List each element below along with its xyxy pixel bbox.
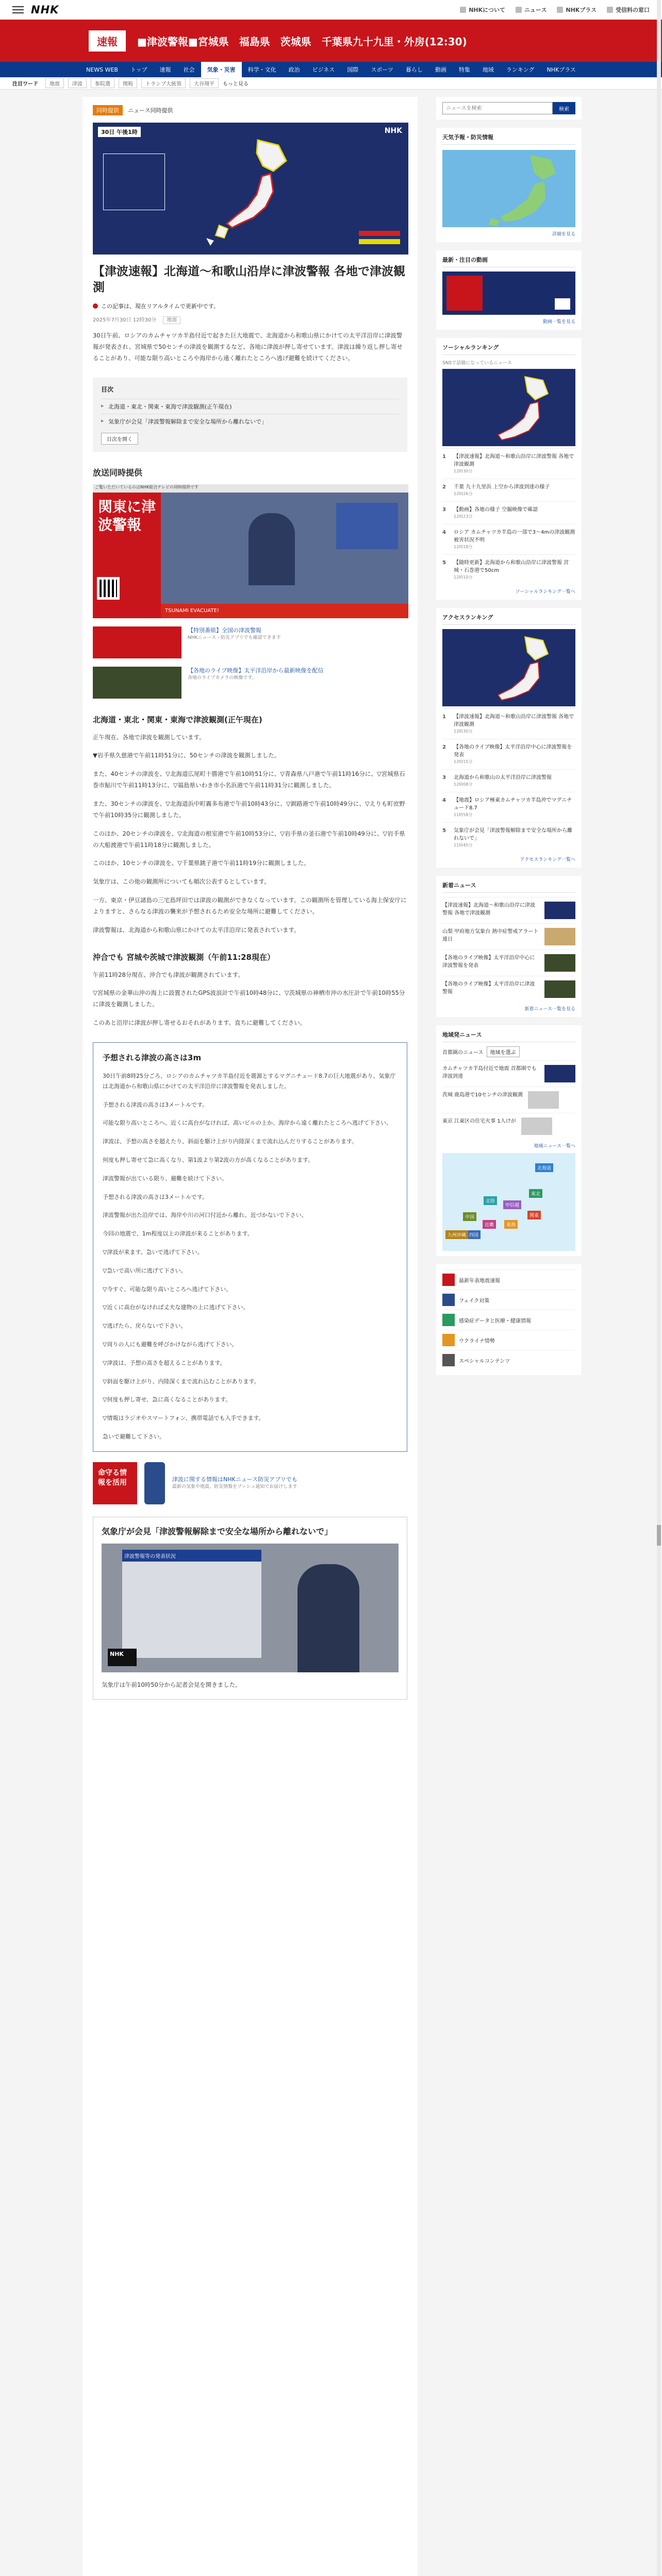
live-update-notice: この記事は、現在リアルタイムで更新中です。: [93, 302, 407, 310]
map-legend: [359, 231, 400, 244]
related-link[interactable]: 【特別番組】全国の津波警報 NHKニュース・防災アプリでも確認できます: [93, 626, 407, 658]
region-hokkaido[interactable]: 北海道: [535, 1163, 553, 1172]
sidebar: [436, 97, 582, 1383]
special-link[interactable]: フェイク対策: [442, 1290, 575, 1310]
toc-title: 目次: [101, 385, 114, 393]
region-koshinetsu[interactable]: 甲信越: [503, 1200, 521, 1209]
region-kinki[interactable]: 近畿: [483, 1220, 496, 1229]
access-item[interactable]: 5 気象庁が会見「津波警報解除まで安全な場所から離れないで」 11時45分: [442, 822, 575, 853]
nav-item[interactable]: 科学・文化: [247, 66, 276, 73]
breaking-alert-bar: [0, 20, 662, 62]
top-link-about[interactable]: NHKについて: [460, 6, 505, 14]
ranking-item[interactable]: 2 千葉 九十九里浜 上空から津波到達の様子 12時26分: [442, 479, 575, 501]
box-paragraph: 予想される津波の高さは3メートルです。: [103, 1193, 208, 1200]
access-title: アクセスランキング: [442, 613, 575, 625]
nav-item[interactable]: 政治: [288, 66, 300, 73]
news-thumb: [544, 980, 575, 998]
body-paragraph: 気象庁は、この他の観測所についても順次公表するとしています。: [93, 878, 270, 886]
access-item[interactable]: 1 【津波速報】北海道～和歌山沿岸に津波警報 各地で津波観測 12時30分: [442, 708, 575, 739]
nhk-logo[interactable]: NHK: [31, 4, 59, 16]
main-nav: [0, 62, 662, 77]
box-paragraph: 可能な限り高いところへ、近くに高台がなければ、高いビルの上か、海岸から遠く離れたところへ逃げて下さい。: [103, 1120, 392, 1127]
top-link-news[interactable]: ニュース: [516, 6, 547, 14]
special-link[interactable]: スペシャルコンテンツ: [442, 1350, 575, 1370]
special-link[interactable]: 最新年表地震速報: [442, 1269, 575, 1290]
special-link-icon: [442, 1294, 455, 1306]
article-date: 2025年7月30日 12時30分 地震: [93, 315, 407, 323]
japan-map-graphic: [196, 135, 294, 248]
top-links: [460, 6, 650, 14]
body-paragraph: また、30センチの津波を、▽北海道浜中町霧多布港で午前10時43分に、▽釧路港で午前10時49分に、▽えりも町庶野で午前10時35分に観測しました。: [93, 800, 405, 819]
box-title: 予想される津波の高さは3m: [103, 1053, 202, 1062]
video-screen-board: 津波警報等の発表状況: [122, 1550, 261, 1658]
anchor-figure: [249, 513, 295, 585]
nav-item[interactable]: NEWS WEB: [86, 66, 118, 73]
special-link-icon: [442, 1274, 455, 1286]
table-of-contents: [93, 378, 407, 452]
weather-title: 天気予報・防災情報: [442, 133, 575, 145]
nav-item[interactable]: スポーツ: [371, 66, 393, 73]
simulcast-label-text: ニュース同時提供: [128, 107, 173, 114]
trending-tag[interactable]: 地震: [45, 78, 64, 88]
body-paragraph: ▼岩手県久慈港で午前11時51分に、50センチの津波を観測しました。: [93, 752, 280, 759]
news-item[interactable]: 【津波速報】北海道～和歌山沿岸に津波警報 各地で津波観測: [442, 897, 575, 923]
body-paragraph: このほか、20センチの津波を、▽北海道の根室港で午前10時53分に、▽岩手県の釜石港で午前10時49分に、▽岩手県の大船渡港で午前11時18分に観測しました。: [93, 829, 405, 849]
latest-news-panel: [436, 876, 582, 1017]
article-lead: 30日午前、ロシアのカムチャツカ半島付近で起きた巨大地震で、北海道から和歌山県にかけての太平洋沿岸に津波警報が発表され、宮城県で50センチの津波を観測するなど、各地に津波が押し寄せています。津波は繰り返し押し寄せることがあり、可能な限り高いところや海岸から遠く離れたところへ逃げ避難を続けてください。: [93, 332, 403, 362]
simulcast-label: 同時提供: [93, 105, 123, 115]
body-paragraph: 午前11時28分現在、沖合でも津波が観測されています。: [93, 971, 244, 978]
trending-tag[interactable]: 関税: [119, 78, 137, 88]
news-item[interactable]: 【各地のライブ映像】太平洋沿岸に津波警報: [442, 976, 575, 1002]
search-panel: [436, 97, 582, 120]
box-paragraph: ▽今すぐ、可能な限り高いところへ逃げて下さい。: [103, 1285, 232, 1293]
live-red-panel: [446, 276, 483, 311]
related-link[interactable]: 【各地のライブ映像】太平洋沿岸から最新映像を配信 各地のライブカメラの映像です。: [93, 667, 407, 699]
local-item[interactable]: 東京 江東区の住宅火事 1人けが: [442, 1113, 575, 1139]
top-link-plus[interactable]: NHKプラス: [557, 6, 597, 14]
video-more-link[interactable]: 動画一覧を見る: [542, 319, 575, 325]
box-paragraph: 何度も押し寄せて急に高くなり、第1波より第2波の方が高くなることがあります。: [103, 1156, 314, 1163]
box-paragraph: 急いで避難して下さい。: [103, 1433, 165, 1440]
ranking-map-graphic: [442, 369, 575, 446]
ranking-item[interactable]: 1 【津波速報】北海道～和歌山沿岸に津波警報 各地で津波観測 12時30分: [442, 448, 575, 479]
access-map-graphic: [442, 629, 575, 706]
related-thumb: [93, 626, 181, 658]
box-paragraph: 今回の地震で、1m程度以上の津波が来ることがあります。: [103, 1230, 253, 1238]
speaker-figure: [297, 1564, 359, 1672]
box-paragraph: 津波警報が出ている限り、避難を続けて下さい。: [103, 1175, 227, 1182]
access-item[interactable]: 3 北海道から和歌山の太平洋沿岸に津波警報 12時08分: [442, 769, 575, 792]
nhk-watermark: NHK: [384, 127, 402, 135]
body-paragraph: ▽宮城県の金華山沖の海上に設置されたGPS波浪計で午前10時48分に、▽茨城県の神栖市沖の水圧計で午前10時55分に津波を観測しました。: [93, 989, 405, 1008]
news-thumb: [544, 928, 575, 945]
tsunami-height-box: [93, 1042, 407, 1452]
news-thumb: [544, 954, 575, 972]
trending-tag[interactable]: 参院選: [91, 78, 114, 88]
nhk-icon: [460, 7, 466, 13]
body-paragraph: また、40センチの津波を、▽北海道広尾町十勝港で午前10時51分に、▽青森県八戸港で午前11時16分に、▽宮城県石巻市鮎川で午前11時13分に、▽福島県いわき市小名浜港で午前11時31分に観測しました。: [93, 770, 405, 789]
region-kyushu[interactable]: 九州沖縄: [445, 1230, 468, 1239]
region-tohoku[interactable]: 東北: [529, 1189, 542, 1198]
box-paragraph: ▽逃げたら、戻らないで下さい。: [103, 1323, 187, 1330]
region-hokuriku[interactable]: 北陸: [484, 1196, 497, 1205]
box-paragraph: ▽急いで高い所に逃げて下さい。: [103, 1267, 187, 1274]
box-paragraph: ▽斜面を駆け上がり、内陸深くまで流れ込むことがあります。: [103, 1378, 260, 1385]
trending-words: [0, 77, 662, 90]
local-tab[interactable]: 首都圏のニュース: [442, 1050, 484, 1056]
ranking-more-link[interactable]: ソーシャルランキング一覧へ: [515, 589, 575, 595]
local-thumb: [544, 1065, 575, 1082]
live-video-thumb[interactable]: [442, 272, 575, 315]
weather-japan-graphic: [442, 150, 575, 227]
news-thumb: [544, 902, 575, 919]
region-kanto[interactable]: 関東: [527, 1211, 541, 1219]
alert-badge: 速報: [89, 30, 126, 52]
news-item[interactable]: 【各地のライブ映像】太平洋沿岸中心に津波警報を発表: [442, 950, 575, 976]
special-link-icon: [442, 1334, 455, 1346]
top-link-fee[interactable]: 受信料の窓口: [607, 6, 650, 14]
nav-item[interactable]: トップ: [130, 66, 147, 73]
box-paragraph: 津波警報が出た沿岸では、海岸や川の河口付近から離れ、近づかないで下さい。: [103, 1212, 307, 1219]
article-main: [82, 97, 418, 2576]
box-paragraph: 30日午前8時25分ごろ、ロシアのカムチャツカ半島付近を震源とするマグニチュード8.7の巨大地震があり、気象庁は北海道から和歌山県にかけての太平洋沿岸に津波警報を発表しました。: [103, 1072, 396, 1090]
article-tag[interactable]: 地震: [163, 316, 180, 324]
access-top-image[interactable]: [442, 629, 575, 706]
box-paragraph: 津波は、予想の高さを超えたり、斜面を駆け上がり内陸深くまで流れ込んだりすることがあります。: [103, 1138, 358, 1145]
weather-more-link[interactable]: 詳細を見る: [552, 232, 575, 237]
local-thumb: [521, 1117, 552, 1135]
local-item[interactable]: カムチャツカ半島付近で地震 首都圏でも津波到達: [442, 1060, 575, 1087]
news-icon: [516, 7, 522, 13]
nhk-video-logo: NHK: [108, 1649, 137, 1666]
special-link[interactable]: ウクライナ情勢: [442, 1330, 575, 1350]
body-paragraph: 正午現在、各地で津波を観測しています。: [93, 733, 205, 741]
box-paragraph: ▽何度も押し寄せ、急に高くなることがあります。: [103, 1396, 231, 1403]
video-title: 最新・注目の動画: [442, 256, 575, 267]
nav-item[interactable]: 国際: [347, 66, 359, 73]
card-caption: 気象庁は午前10時50分から記者会見を開きました。: [102, 1681, 241, 1688]
section-heading: 北海道・東北・関東・東海で津波観測(正午現在): [93, 715, 262, 724]
special-links-panel: [436, 1264, 582, 1375]
page-scrollbar[interactable]: [657, 0, 661, 2576]
box-paragraph: ▽近くに高台がなければ丈夫な建物の上に逃げて下さい。: [103, 1304, 249, 1311]
play-icon: [555, 298, 570, 310]
trending-tag[interactable]: 大谷翔平: [190, 78, 219, 88]
local-title: 地域発ニュース: [442, 1030, 575, 1042]
tv-stream-player[interactable]: [93, 484, 408, 618]
press-conference-card: [93, 1517, 407, 1700]
latest-more-link[interactable]: 新着ニュース一覧を見る: [524, 1007, 575, 1012]
fee-icon: [607, 7, 613, 13]
menu-icon[interactable]: [12, 6, 24, 13]
region-chugoku[interactable]: 中国: [463, 1212, 476, 1221]
qr-code-icon: [97, 577, 120, 600]
box-paragraph: 予想される津波の高さは3メートルです。: [103, 1101, 208, 1108]
tv-main-picture: [161, 493, 408, 618]
region-select[interactable]: 地域を選ぶ: [487, 1046, 520, 1057]
region-shikoku[interactable]: 四国: [467, 1230, 481, 1239]
special-link-icon: [442, 1354, 455, 1366]
okinawa-inset: [103, 154, 165, 210]
phone-icon: [144, 1462, 165, 1504]
social-ranking-panel: [436, 338, 582, 600]
section-heading: 放送同時提供: [93, 467, 143, 478]
body-paragraph: 一方、東京・伊豆諸島の三宅島坪田では津波の観測ができなくなっています。この観測所を管理している海上保安庁によりますと、さらなる津波の襲来が予想されるため安全な場所に避難してください。: [93, 896, 407, 915]
hero-caption: 30日 午後1時: [98, 127, 141, 137]
body-paragraph: 津波警報は、北海道から和歌山県にかけての太平洋沿岸に発表されています。: [93, 926, 300, 934]
weather-panel: [436, 128, 582, 242]
tv-bottom-bar: TSUNAMI EVACUATE!: [161, 604, 408, 618]
ranking-top-image[interactable]: [442, 369, 575, 446]
body-paragraph: このほか、10センチの津波を、▽千葉県銚子港で午前11時19分に観測しました。: [93, 859, 310, 867]
local-item[interactable]: 茨城 鹿島港で10センチの津波観測: [442, 1087, 575, 1113]
weather-map-image[interactable]: [442, 150, 575, 227]
access-more-link[interactable]: アクセスランキング一覧へ: [520, 857, 575, 862]
nav-item-active[interactable]: 気象・災害: [201, 62, 242, 77]
body-paragraph: このあと沿岸に津波が押し寄せるおそれがあります。直ちに避難してください。: [93, 1019, 306, 1027]
news-item[interactable]: 山梨 甲府地方気象台 熱中症警戒アラート 連日: [442, 923, 575, 950]
nav-item[interactable]: 特集: [458, 66, 470, 73]
app-banner[interactable]: 命守る情報を活用 津波に関する情報はNHKニュース防災アプリでも 最新の気象や地震、防災情報をプッシュ通知でお届けします: [93, 1462, 407, 1504]
section-heading: 沖合でも 宮城や茨城で津波観測（午前11:28現在）: [93, 952, 275, 962]
nav-item[interactable]: 地域: [482, 66, 494, 73]
special-link[interactable]: 感染症データと医療・健康情報: [442, 1310, 575, 1330]
nav-item[interactable]: ビジネス: [312, 66, 335, 73]
search-button[interactable]: 検索: [553, 102, 575, 114]
plus-icon: [557, 7, 563, 13]
article-title: 【津波速報】北海道～和歌山沿岸に津波警報 各地で津波観測: [93, 265, 406, 295]
trending-tag[interactable]: トランプ大統領: [141, 78, 186, 88]
special-link-icon: [442, 1314, 455, 1326]
latest-title: 新着ニュース: [442, 881, 575, 893]
region-map: [442, 1153, 575, 1251]
box-paragraph: ▽津波は、予想の高さを超えることがあります。: [103, 1359, 226, 1366]
nav-item[interactable]: 社会: [183, 66, 195, 73]
access-item[interactable]: 2 【各地のライブ映像】太平洋沿岸中心に津波警報を発表 12時15分: [442, 739, 575, 769]
card-title: 気象庁が会見「津波警報解除まで安全な場所から離れないで」: [102, 1526, 333, 1536]
live-dot-icon: [93, 303, 98, 309]
video-panel: [436, 250, 582, 330]
box-paragraph: ▽周りの人にも避難を呼びかけながら逃げて下さい。: [103, 1341, 238, 1348]
nav-item[interactable]: 速報: [159, 66, 171, 73]
ranking-item[interactable]: 3 【動画】各地の様子 空撮映像で確認 12時23分: [442, 501, 575, 524]
related-thumb: [93, 667, 181, 699]
access-ranking-panel: [436, 608, 582, 868]
tv-warning-panel: 関東に津波警報: [93, 493, 161, 618]
top-header: [0, 0, 662, 20]
toc-open-button[interactable]: 目次を開く: [101, 433, 138, 445]
nav-item[interactable]: ランキング: [506, 66, 535, 73]
ranking-item[interactable]: 5 【随時更新】北海道から和歌山沿岸に津波警報 宮城・石巻港で50cm 12時10分: [442, 554, 575, 585]
box-paragraph: ▽情報はラジオやスマートフォン、携帯電話でも入手できます。: [103, 1415, 264, 1422]
nav-item[interactable]: 暮らし: [405, 66, 423, 73]
banner-red-badge: 命守る情報を活用: [93, 1462, 137, 1504]
tv-map-inset: [336, 503, 398, 549]
alert-text[interactable]: ■津波警報■宮城県 福島県 茨城県 千葉県九十九里・外房(12:30): [137, 35, 467, 48]
press-video[interactable]: [102, 1544, 399, 1672]
local-thumb: [528, 1091, 559, 1109]
hero-map-image[interactable]: [93, 123, 408, 255]
nav-item[interactable]: 動画: [435, 66, 446, 73]
search-input[interactable]: [442, 102, 553, 114]
ranking-item[interactable]: 4 ロシア カムチャツカ半島の一部で3～4mの津波観測 被害状況不明 12時18分: [442, 524, 575, 554]
region-tokai[interactable]: 東海: [504, 1220, 518, 1229]
trending-label: 注目ワード: [12, 81, 38, 87]
nav-item[interactable]: NHKプラス: [547, 66, 576, 73]
access-item[interactable]: 4 【地震】ロシア極東カムチャツカ半島沖でマグニチュード8.7 11時58分: [442, 792, 575, 822]
ranking-title: ソーシャルランキング: [442, 343, 575, 355]
toc-item[interactable]: ▸ 気象庁が会見「津波警報解除まで安全な場所から離れないで」: [101, 414, 399, 429]
box-paragraph: ▽津波が来ます。急いで逃げて下さい。: [103, 1248, 203, 1256]
local-news-panel: [436, 1025, 582, 1256]
ranking-subtitle: SNSで話題になっているニュース: [442, 361, 512, 366]
trending-more-link[interactable]: もっと見る: [223, 81, 249, 87]
scrollbar-thumb[interactable]: [657, 1525, 661, 1546]
trending-tag[interactable]: 津波: [68, 78, 87, 88]
toc-item[interactable]: ▸ 北海道・東北・関東・東海で津波観測(正午現在): [101, 399, 399, 414]
tv-top-ticker: ご覧いただいているのはNHK総合テレビの同時提供です: [93, 484, 408, 493]
local-more-link[interactable]: 地域ニュース一覧へ: [534, 1144, 575, 1149]
